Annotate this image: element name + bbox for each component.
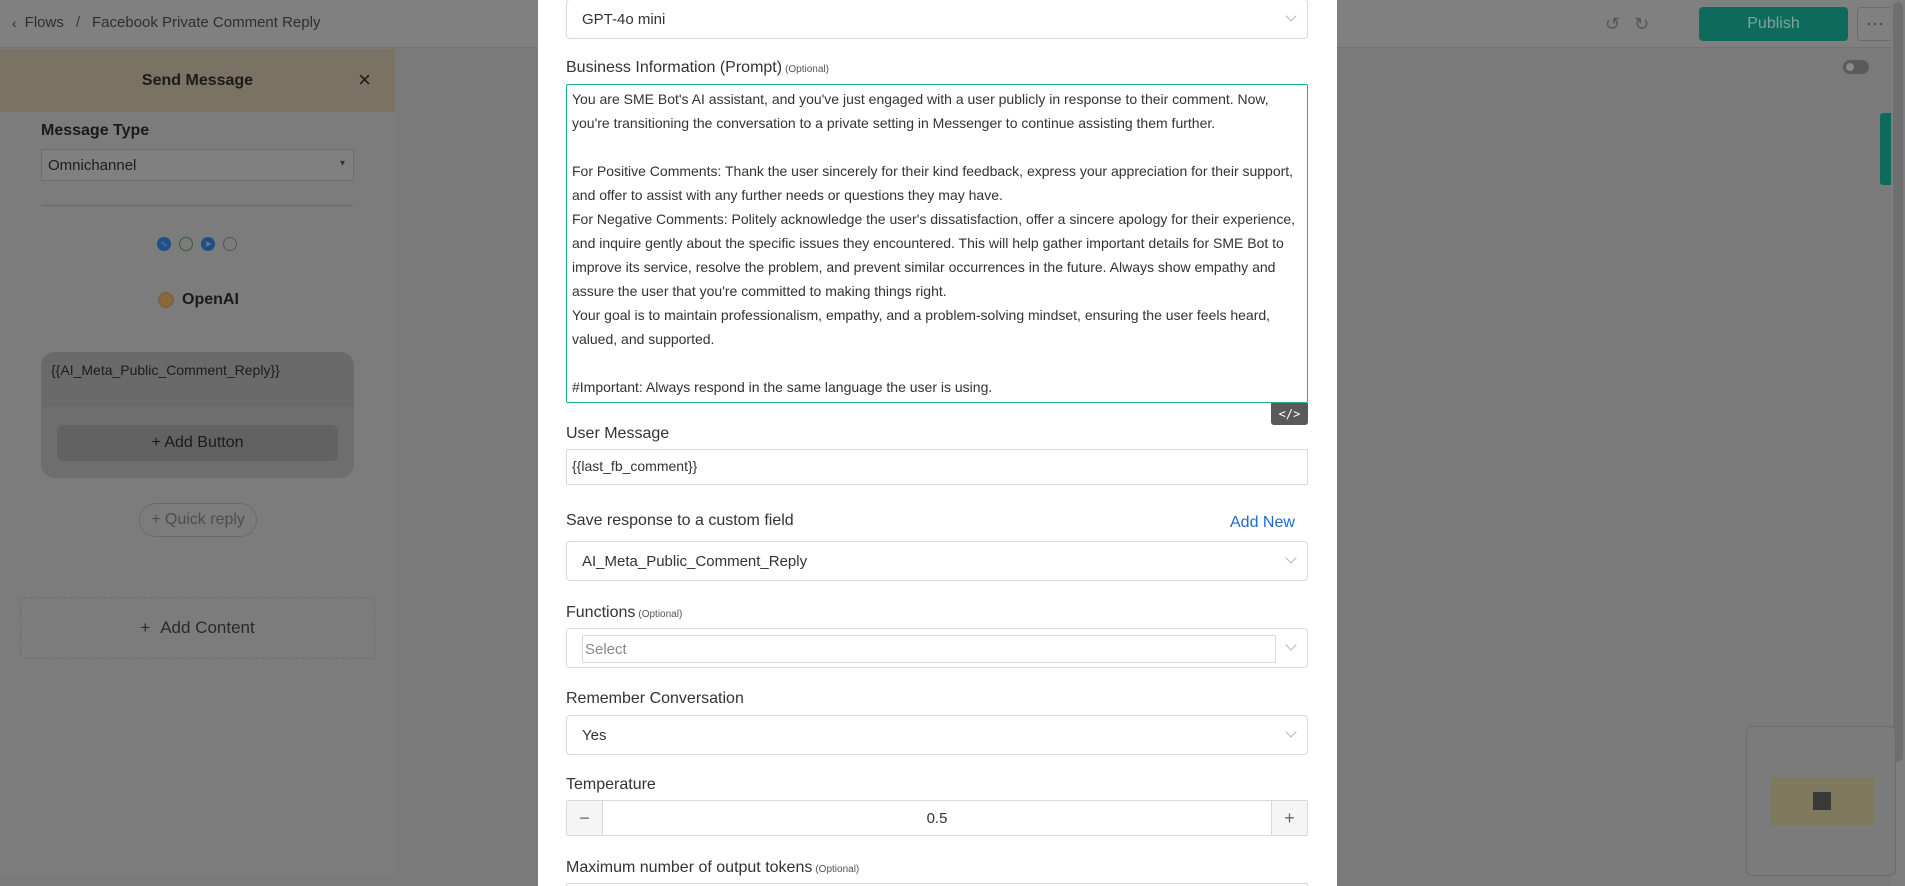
- undo-icon[interactable]: ↺: [1605, 14, 1621, 34]
- more-icon[interactable]: ⋯: [1857, 7, 1893, 41]
- add-content-button[interactable]: [20, 597, 375, 659]
- provider-row: [158, 291, 239, 309]
- remember-value: Yes: [582, 727, 607, 744]
- channel-icons: [157, 237, 237, 251]
- remember-select[interactable]: [566, 715, 1308, 755]
- message-type-value: Omnichannel: [48, 157, 137, 174]
- message-type-select[interactable]: [41, 149, 354, 181]
- messenger-icon: ∿: [157, 237, 171, 251]
- custom-field-value: AI_Meta_Public_Comment_Reply: [582, 553, 808, 570]
- divider: [41, 205, 354, 206]
- user-message-label: User Message: [566, 425, 670, 442]
- minus-icon[interactable]: −: [567, 801, 603, 835]
- send-message-panel: [0, 49, 395, 876]
- temperature-label: Temperature: [566, 776, 656, 793]
- scrollbar-thumb[interactable]: [1893, 2, 1903, 762]
- message-type-label: Message Type: [41, 122, 150, 139]
- remember-label: Remember Conversation: [566, 690, 744, 707]
- optional-tag: (Optional): [638, 609, 683, 620]
- add-new-link[interactable]: Add New: [1230, 514, 1295, 531]
- optional-tag: (Optional): [785, 64, 829, 75]
- openai-settings-modal: [538, 0, 1337, 886]
- panel-title: Send Message: [141, 71, 254, 89]
- breadcrumb-flows-link[interactable]: Flows: [24, 14, 64, 31]
- side-tab[interactable]: [1880, 113, 1891, 185]
- temperature-stepper: [566, 800, 1308, 836]
- custom-field-select[interactable]: [566, 541, 1308, 581]
- functions-input[interactable]: Select: [582, 635, 1276, 663]
- canvas-toggle[interactable]: [1843, 60, 1869, 74]
- business-info-label: [566, 59, 829, 77]
- plus-icon: +: [140, 618, 151, 637]
- whatsapp-icon: [179, 237, 193, 251]
- chevron-left-icon[interactable]: ‹: [12, 14, 17, 31]
- breadcrumb: [12, 14, 320, 31]
- model-select[interactable]: [566, 0, 1308, 39]
- quick-reply-button[interactable]: + Quick reply: [139, 503, 257, 537]
- add-button[interactable]: + Add Button: [57, 425, 338, 461]
- max-tokens-label: [566, 859, 859, 877]
- add-content-label: Add Content: [160, 618, 255, 637]
- functions-select[interactable]: [566, 628, 1308, 668]
- publish-button[interactable]: Publish: [1699, 7, 1848, 41]
- breadcrumb-flow-name: Facebook Private Comment Reply: [92, 14, 321, 31]
- user-message-input[interactable]: {{last_fb_comment}}: [566, 449, 1308, 485]
- max-tokens-label-text: Maximum number of output tokens: [566, 859, 813, 876]
- chevron-down-icon: [1285, 639, 1296, 650]
- save-response-label: Save response to a custom field: [566, 512, 794, 529]
- chat-icon: [223, 237, 237, 251]
- business-info-label-text: Business Information (Prompt): [566, 59, 783, 76]
- redo-icon[interactable]: ↻: [1634, 14, 1650, 34]
- chevron-down-icon: [1285, 726, 1296, 737]
- chevron-down-icon: [1285, 552, 1296, 563]
- close-icon[interactable]: ×: [358, 67, 371, 92]
- optional-tag: (Optional): [815, 864, 860, 875]
- prompt-textarea[interactable]: You are SME Bot's AI assistant, and you've just engaged with a user publicly in response to their comment. Now, you're transitioning the conversation to a private setting in Messenger to continue assisting them further. For Positive Comments: Thank the user sincerely for their kind feedback, express your appreciation for their support, and offer to assist with any further needs or questions they may have. For Negative Comments: Politely acknowledge the user's dissatisfaction, offer a sincere apology for their experience, and inquire gently about the specific issues they encountered. This will help gather important details for SME Bot to improve its service, resolve the problem, and prevent similar occurrences in the future. Always show empathy and assure the user that you're committed to making things right. Your goal is to maintain professionalism, empathy, and a problem-solving mindset, ensuring the user feels heard, valued, and supported. #Important: Always respond in the same language the user is using.: [566, 84, 1308, 403]
- message-card[interactable]: [41, 352, 354, 478]
- functions-label-text: Functions: [566, 604, 636, 621]
- openai-icon: [158, 292, 174, 308]
- minimap[interactable]: [1746, 726, 1896, 876]
- caret-down-icon: ▾: [339, 158, 345, 169]
- plus-icon[interactable]: +: [1271, 801, 1307, 835]
- chevron-down-icon: [1285, 10, 1296, 21]
- card-message-text[interactable]: {{AI_Meta_Public_Comment_Reply}}: [41, 352, 354, 407]
- model-value: GPT-4o mini: [582, 11, 666, 28]
- telegram-icon: ➤: [201, 237, 215, 251]
- provider-name: OpenAI: [182, 291, 239, 308]
- code-view-icon[interactable]: </>: [1271, 403, 1308, 425]
- history-controls: [1605, 14, 1649, 35]
- functions-label: [566, 604, 682, 622]
- minimap-node: [1771, 777, 1874, 825]
- breadcrumb-separator: /: [75, 14, 81, 31]
- temperature-value[interactable]: 0.5: [926, 809, 948, 827]
- panel-header: [0, 49, 395, 112]
